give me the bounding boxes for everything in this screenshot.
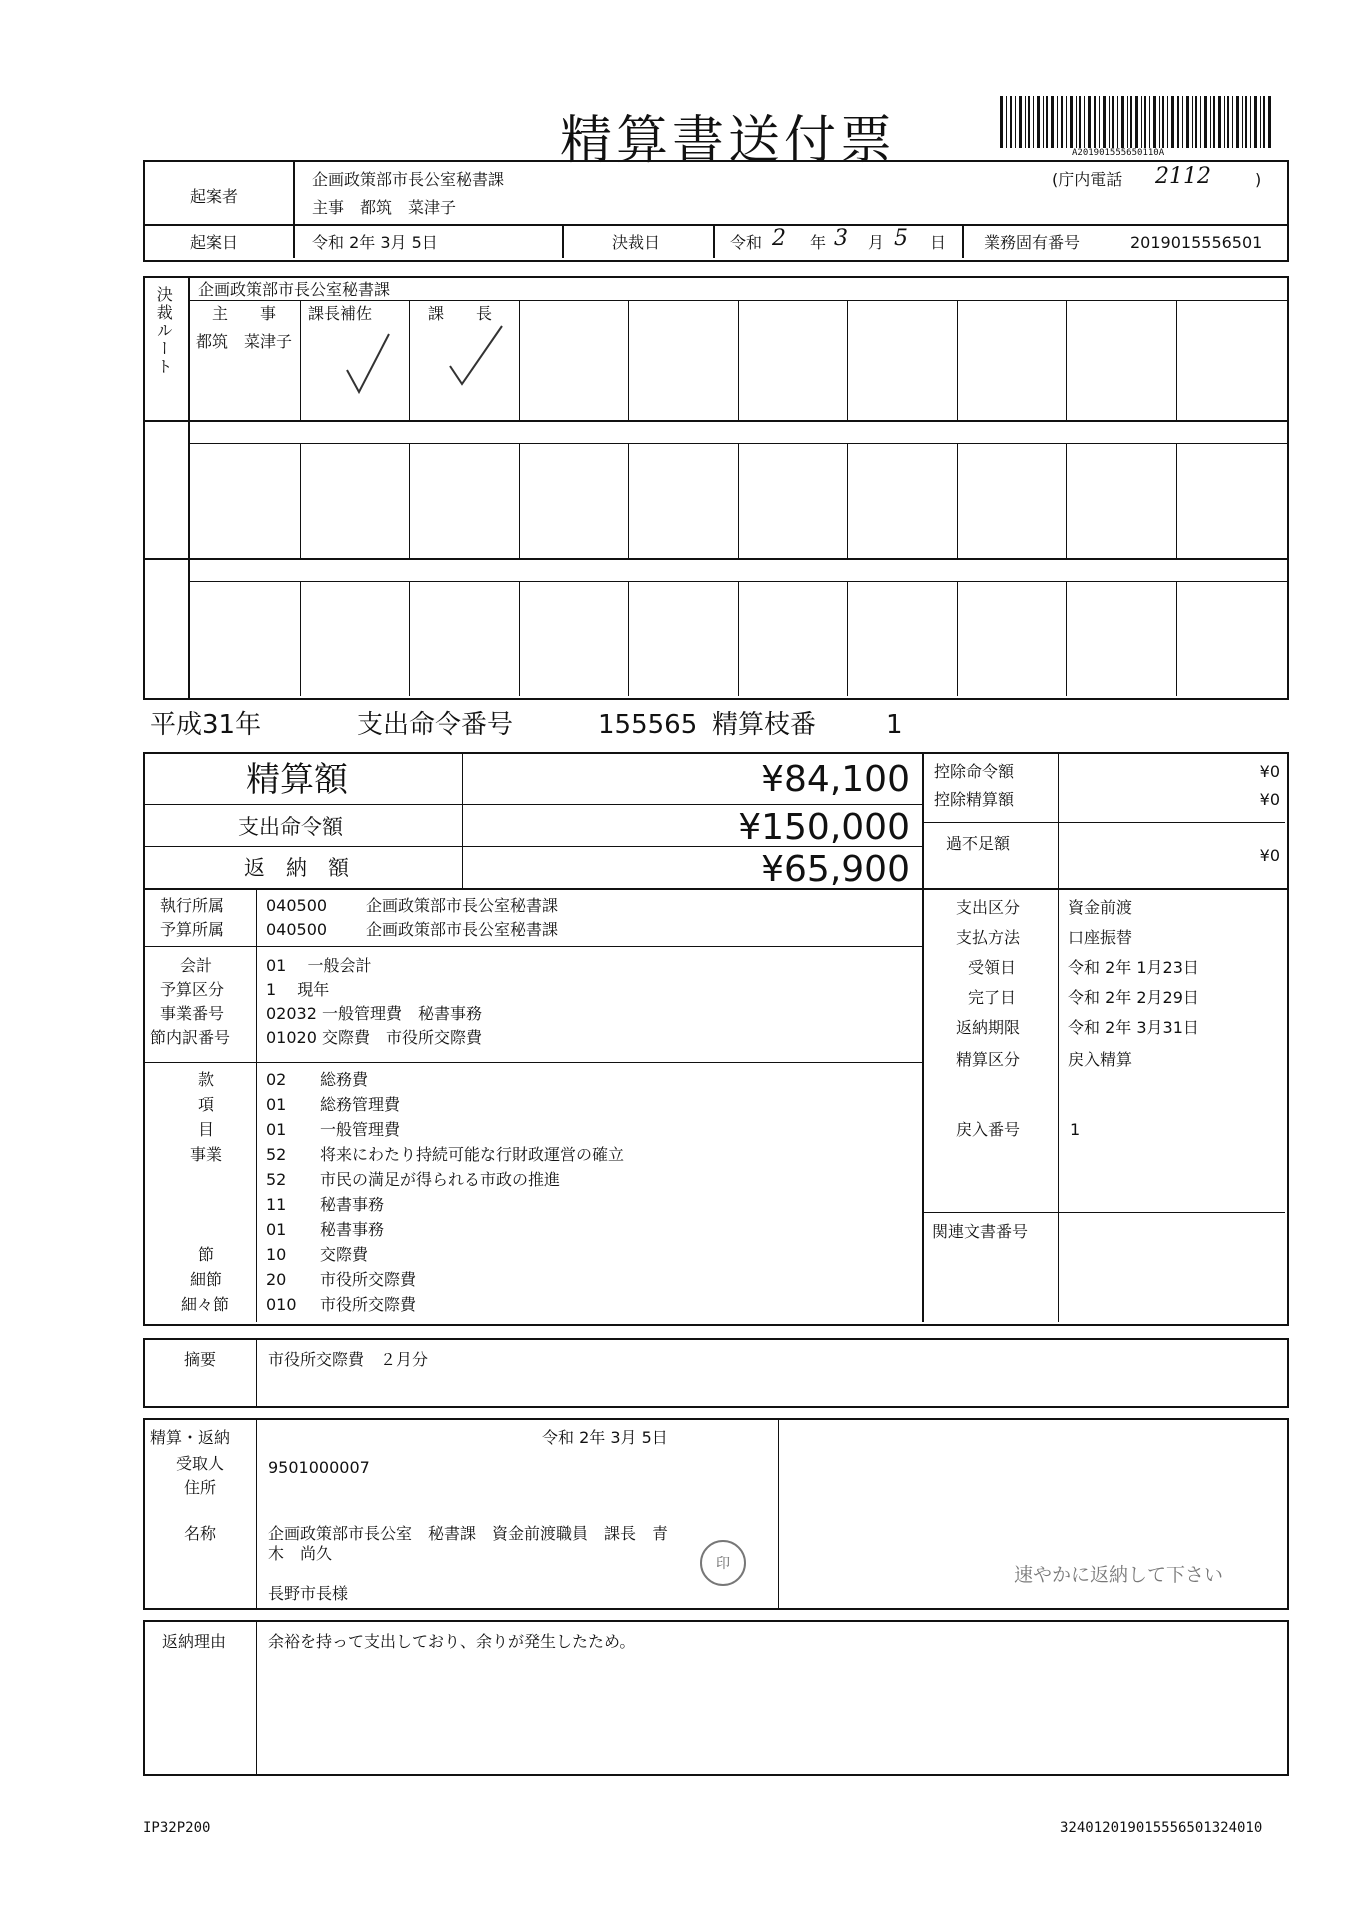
class-code: 01 bbox=[266, 1095, 287, 1114]
form-title: 精算書送付票 bbox=[560, 111, 897, 171]
address-label: 住所 bbox=[184, 1478, 217, 1497]
budget-dept-label: 予算所属 bbox=[160, 920, 225, 939]
completion-date-label: 完了日 bbox=[968, 988, 1017, 1007]
approval-route-box bbox=[143, 276, 1289, 700]
seal-stamp: 印 bbox=[700, 1540, 746, 1586]
form-code: IP32P200 bbox=[143, 1820, 211, 1836]
related-doc-label: 関連文書番号 bbox=[932, 1222, 1029, 1241]
class-code: 010 bbox=[266, 1295, 297, 1314]
project-no-label: 事業番号 bbox=[160, 1004, 225, 1023]
route-dept: 企画政策部市長公室秘書課 bbox=[198, 280, 391, 299]
summary-value: 市役所交際費 ２月分 bbox=[268, 1350, 429, 1369]
account-label: 会計 bbox=[180, 956, 213, 975]
class-label: 項 bbox=[197, 1095, 214, 1114]
refund-notice: 速やかに返納して下さい bbox=[1014, 1564, 1224, 1586]
decision-year-label: 年 bbox=[810, 233, 827, 252]
exec-dept-name: 企画政策部市長公室秘書課 bbox=[366, 896, 559, 915]
fiscal-year: 平成31年 bbox=[150, 710, 262, 740]
approval-check-mark bbox=[345, 330, 395, 400]
route-col3-title: 課 長 bbox=[428, 304, 493, 323]
order-no-label: 支出命令番号 bbox=[357, 710, 514, 740]
class-name: 将来にわたり持続可能な行財政運営の確立 bbox=[320, 1145, 625, 1164]
phone-value: 2112 bbox=[1155, 164, 1211, 189]
completion-date-value: 令和 2年 2月29日 bbox=[1068, 988, 1199, 1007]
order-amount-value: ¥150,000 bbox=[738, 807, 910, 848]
class-label: 款 bbox=[197, 1070, 214, 1089]
exec-dept-label: 執行所属 bbox=[160, 896, 225, 915]
settle-type-value: 戻入精算 bbox=[1068, 1050, 1133, 1069]
class-code: 52 bbox=[266, 1145, 287, 1164]
business-no-label: 業務固有番号 bbox=[984, 233, 1081, 252]
class-label: 節 bbox=[197, 1245, 214, 1264]
budget-cat-label: 予算区分 bbox=[160, 980, 225, 999]
branch-value: 1 bbox=[886, 710, 903, 740]
recipient-name-line2: 木 尚久 bbox=[268, 1544, 333, 1563]
deduct-order-label: 控除命令額 bbox=[934, 762, 1015, 781]
class-name: 秘書事務 bbox=[320, 1195, 385, 1214]
class-code: 02 bbox=[266, 1070, 287, 1089]
decision-date-prefix: 令和 bbox=[730, 233, 763, 252]
subsection-no-value: 01020 交際費 市役所交際費 bbox=[266, 1028, 482, 1047]
settle-type-label: 精算区分 bbox=[956, 1050, 1021, 1069]
budget-dept-name: 企画政策部市長公室秘書課 bbox=[366, 920, 559, 939]
drafter-dept: 企画政策部市長公室秘書課 bbox=[312, 170, 505, 189]
name-label: 名称 bbox=[184, 1524, 217, 1543]
route-col1-name: 都筑 菜津子 bbox=[196, 332, 293, 351]
decision-day: 5 bbox=[894, 226, 908, 251]
class-name: 秘書事務 bbox=[320, 1220, 385, 1239]
decision-date-label: 決裁日 bbox=[612, 233, 661, 252]
excess-value: ¥0 bbox=[1259, 846, 1280, 865]
deduct-order-value: ¥0 bbox=[1259, 762, 1280, 781]
refund-amount-label: 返 納 額 bbox=[244, 856, 349, 880]
summary-box bbox=[143, 1338, 1289, 1408]
excess-label: 過不足額 bbox=[946, 834, 1011, 853]
receipt-date-label: 受領日 bbox=[968, 958, 1017, 977]
phone-label: (庁内電話 bbox=[1052, 170, 1123, 189]
refund-amount-value: ¥65,900 bbox=[761, 849, 910, 890]
recipient-date: 令和 2年 3月 5日 bbox=[542, 1428, 668, 1447]
class-name: 市役所交際費 bbox=[320, 1270, 417, 1289]
class-label: 細々節 bbox=[180, 1295, 229, 1314]
return-no-label: 戻入番号 bbox=[956, 1120, 1021, 1139]
class-label: 事業 bbox=[189, 1145, 222, 1164]
reason-value: 余裕を持って支出しており、余りが発生したため。 bbox=[268, 1632, 636, 1651]
subsection-no-label: 節内訳番号 bbox=[150, 1028, 231, 1047]
reason-label: 返納理由 bbox=[162, 1632, 227, 1651]
drafter-label: 起案者 bbox=[190, 187, 239, 206]
document-code: 324012019015556501324010 bbox=[1060, 1820, 1263, 1836]
settle-amount-value: ¥84,100 bbox=[761, 759, 910, 800]
recipient-id: 9501000007 bbox=[268, 1458, 370, 1477]
expense-type-value: 資金前渡 bbox=[1068, 898, 1133, 917]
payment-method-label: 支払方法 bbox=[956, 928, 1021, 947]
class-code: 52 bbox=[266, 1170, 287, 1189]
class-name: 市民の満足が得られる市政の推進 bbox=[320, 1170, 561, 1189]
route-col1-title: 主 事 bbox=[212, 304, 277, 323]
payment-method-value: 口座振替 bbox=[1068, 928, 1133, 947]
recipient-label: 受取人 bbox=[176, 1454, 225, 1473]
route-label: 決裁ルート bbox=[154, 286, 174, 376]
class-name: 市役所交際費 bbox=[320, 1295, 417, 1314]
class-label: 目 bbox=[197, 1120, 214, 1139]
branch-label: 精算枝番 bbox=[712, 710, 817, 740]
class-name: 交際費 bbox=[320, 1245, 369, 1264]
business-no-value: 2019015556501 bbox=[1130, 233, 1263, 252]
deduct-settle-label: 控除精算額 bbox=[934, 790, 1015, 809]
addressee: 長野市長様 bbox=[268, 1584, 349, 1603]
phone-close: ) bbox=[1255, 170, 1262, 189]
project-no-value: 02032 一般管理費 秘書事務 bbox=[266, 1004, 482, 1023]
refund-deadline-label: 返納期限 bbox=[956, 1018, 1021, 1037]
recipient-name-line1: 企画政策部市長公室 秘書課 資金前渡職員 課長 青 bbox=[268, 1524, 669, 1543]
receipt-date-value: 令和 2年 1月23日 bbox=[1068, 958, 1199, 977]
decision-day-label: 日 bbox=[930, 233, 947, 252]
expense-type-label: 支出区分 bbox=[956, 898, 1021, 917]
class-code: 01 bbox=[266, 1120, 287, 1139]
class-code: 11 bbox=[266, 1195, 287, 1214]
decision-month: 3 bbox=[834, 226, 848, 251]
settle-amount-label: 精算額 bbox=[246, 760, 348, 800]
class-name: 一般管理費 bbox=[320, 1120, 401, 1139]
exec-dept-code: 040500 bbox=[266, 896, 328, 915]
settle-refund-label: 精算・返納 bbox=[150, 1428, 231, 1447]
class-label: 細節 bbox=[189, 1270, 222, 1289]
approval-check-mark bbox=[448, 320, 508, 390]
class-name: 総務費 bbox=[320, 1070, 369, 1089]
account-value: 01 一般会計 bbox=[266, 956, 372, 975]
decision-month-label: 月 bbox=[868, 233, 885, 252]
class-code: 10 bbox=[266, 1245, 287, 1264]
budget-cat-value: 1 現年 bbox=[266, 980, 330, 999]
decision-year: 2 bbox=[772, 226, 786, 251]
barcode-text: A201901555650110A bbox=[1072, 148, 1165, 158]
budget-dept-code: 040500 bbox=[266, 920, 328, 939]
barcode bbox=[1000, 96, 1272, 148]
draft-date-label: 起案日 bbox=[190, 233, 239, 252]
order-no-value: 155565 bbox=[598, 710, 698, 740]
return-no-value: 1 bbox=[1070, 1120, 1081, 1139]
order-amount-label: 支出命令額 bbox=[238, 815, 343, 839]
draft-date-value: 令和 2年 3月 5日 bbox=[312, 233, 438, 252]
class-name: 総務管理費 bbox=[320, 1095, 401, 1114]
refund-deadline-value: 令和 2年 3月31日 bbox=[1068, 1018, 1199, 1037]
summary-label: 摘要 bbox=[184, 1350, 217, 1369]
drafter-name: 主事 都筑 菜津子 bbox=[312, 198, 457, 217]
class-code: 20 bbox=[266, 1270, 287, 1289]
route-col2-title: 課長補佐 bbox=[308, 304, 373, 323]
deduct-settle-value: ¥0 bbox=[1259, 790, 1280, 809]
class-code: 01 bbox=[266, 1220, 287, 1239]
